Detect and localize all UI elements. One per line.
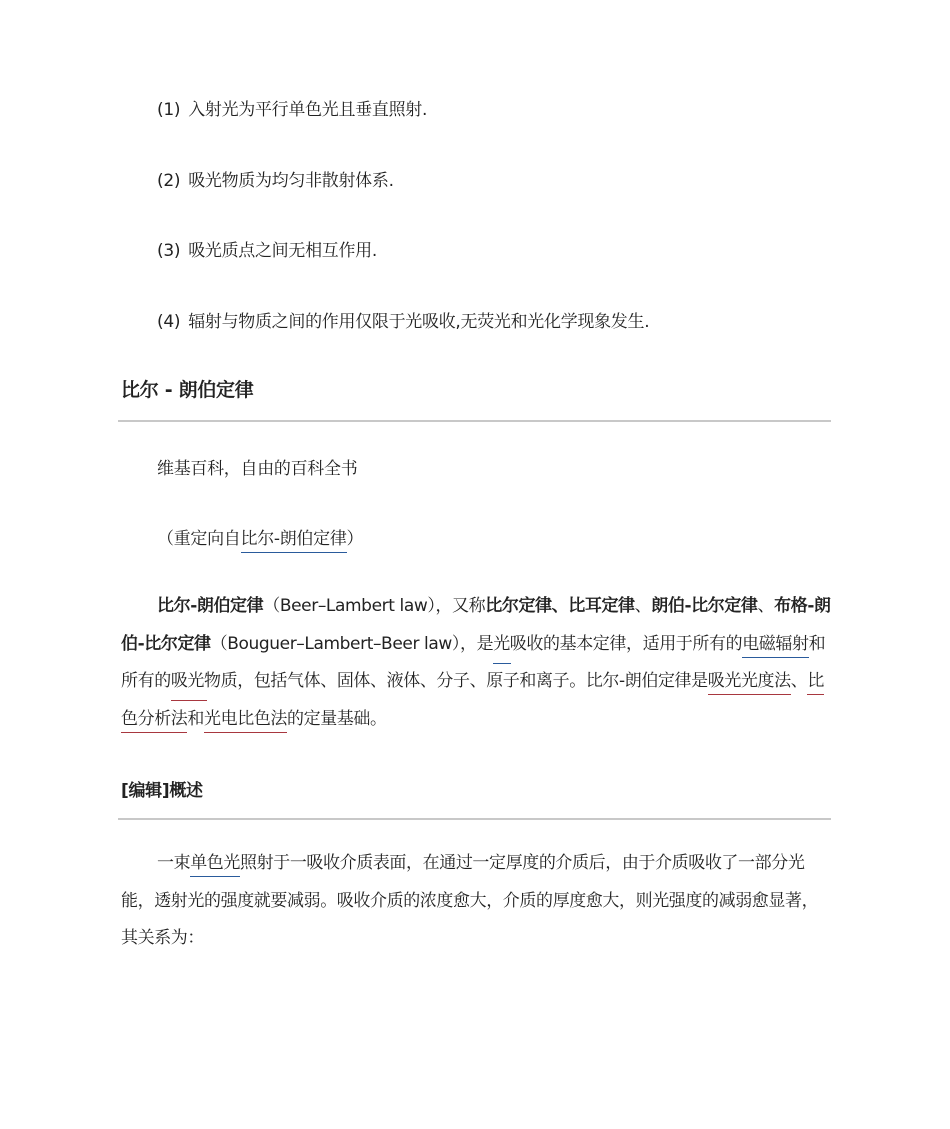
condition-text: 吸光物质为均匀非散射体系. bbox=[188, 171, 394, 191]
term-beer-law: 比尔定律、比耳定律 bbox=[485, 596, 635, 616]
term-beer-lambert: 比尔-朗伯定律 bbox=[157, 596, 264, 616]
intro-text: 和 bbox=[187, 708, 205, 729]
intro-text: 和所有的 bbox=[121, 633, 826, 691]
link-photoelectric-colorimetry[interactable]: 光电比色法 bbox=[204, 709, 287, 733]
title-divider bbox=[118, 420, 831, 422]
intro-text: 、 bbox=[634, 596, 652, 616]
link-light[interactable]: 光 bbox=[493, 633, 510, 654]
term-bouguer-lambert-beer: 布格-朗伯-比尔定律 bbox=[121, 596, 831, 654]
intro-text: （Bouguer–Lambert–Beer law），是 bbox=[210, 633, 494, 654]
redirect-suffix: ） bbox=[346, 529, 364, 549]
intro-text: 、 bbox=[790, 671, 808, 691]
link-photometry[interactable]: 吸光光度法 bbox=[708, 671, 791, 695]
article-title: 比尔 - 朗伯定律 bbox=[121, 379, 254, 401]
link-electromagnetic-radiation[interactable]: 电磁辐射 bbox=[742, 634, 808, 658]
term-lambert-beer: 朗伯-比尔定律 bbox=[651, 596, 758, 616]
intro-text: 的定量基础。 bbox=[287, 708, 387, 729]
redirect-note bbox=[157, 524, 363, 549]
overview-text: 照射于一吸收介质表面，在通过一定厚度的介质后，由于介质吸收了一部分光能，透射光的强度就要减弱。吸收介质的浓度愈大，介质的厚度愈大，则光强度的减弱愈显著，其关系为： bbox=[121, 853, 819, 948]
condition-number: (1) bbox=[157, 100, 181, 120]
intro-paragraph bbox=[121, 588, 833, 738]
condition-number: (3) bbox=[157, 241, 181, 261]
condition-item bbox=[157, 307, 649, 332]
condition-number: (4) bbox=[157, 312, 181, 332]
section-heading bbox=[121, 776, 203, 801]
section-divider bbox=[118, 818, 831, 820]
link-monochromatic-light[interactable]: 单色光 bbox=[190, 853, 240, 877]
redirect-link[interactable]: 比尔-朗伯定律 bbox=[241, 529, 347, 553]
article-source: 维基百科，自由的百科全书 bbox=[157, 459, 358, 479]
intro-text: 、 bbox=[757, 596, 775, 616]
condition-text: 入射光为平行单色光且垂直照射. bbox=[188, 100, 428, 120]
intro-text: 吸收的基本定律，适用于所有的 bbox=[509, 633, 743, 654]
link-absorb[interactable]: 吸光 bbox=[170, 671, 205, 691]
condition-text: 吸光质点之间无相互作用. bbox=[188, 241, 377, 261]
overview-paragraph bbox=[121, 845, 833, 958]
condition-item bbox=[157, 236, 377, 261]
condition-item bbox=[157, 95, 427, 120]
edit-section-link[interactable]: [编辑] bbox=[121, 781, 170, 801]
intro-text: （Beer–Lambert law），又称 bbox=[263, 596, 486, 616]
overview-text: 一束 bbox=[157, 853, 191, 873]
link-colorimetry[interactable]: 比色分析法 bbox=[121, 671, 824, 733]
redirect-prefix: （重定向自 bbox=[157, 529, 241, 549]
intro-text: 物质，包括气体、固体、液体、分子、原子和离子。比尔-朗伯定律是 bbox=[204, 671, 708, 691]
section-heading-text: 概述 bbox=[169, 781, 203, 801]
condition-number: (2) bbox=[157, 171, 181, 191]
condition-item bbox=[157, 166, 394, 191]
condition-text: 辐射与物质之间的作用仅限于光吸收,无荧光和光化学现象发生. bbox=[188, 312, 650, 332]
